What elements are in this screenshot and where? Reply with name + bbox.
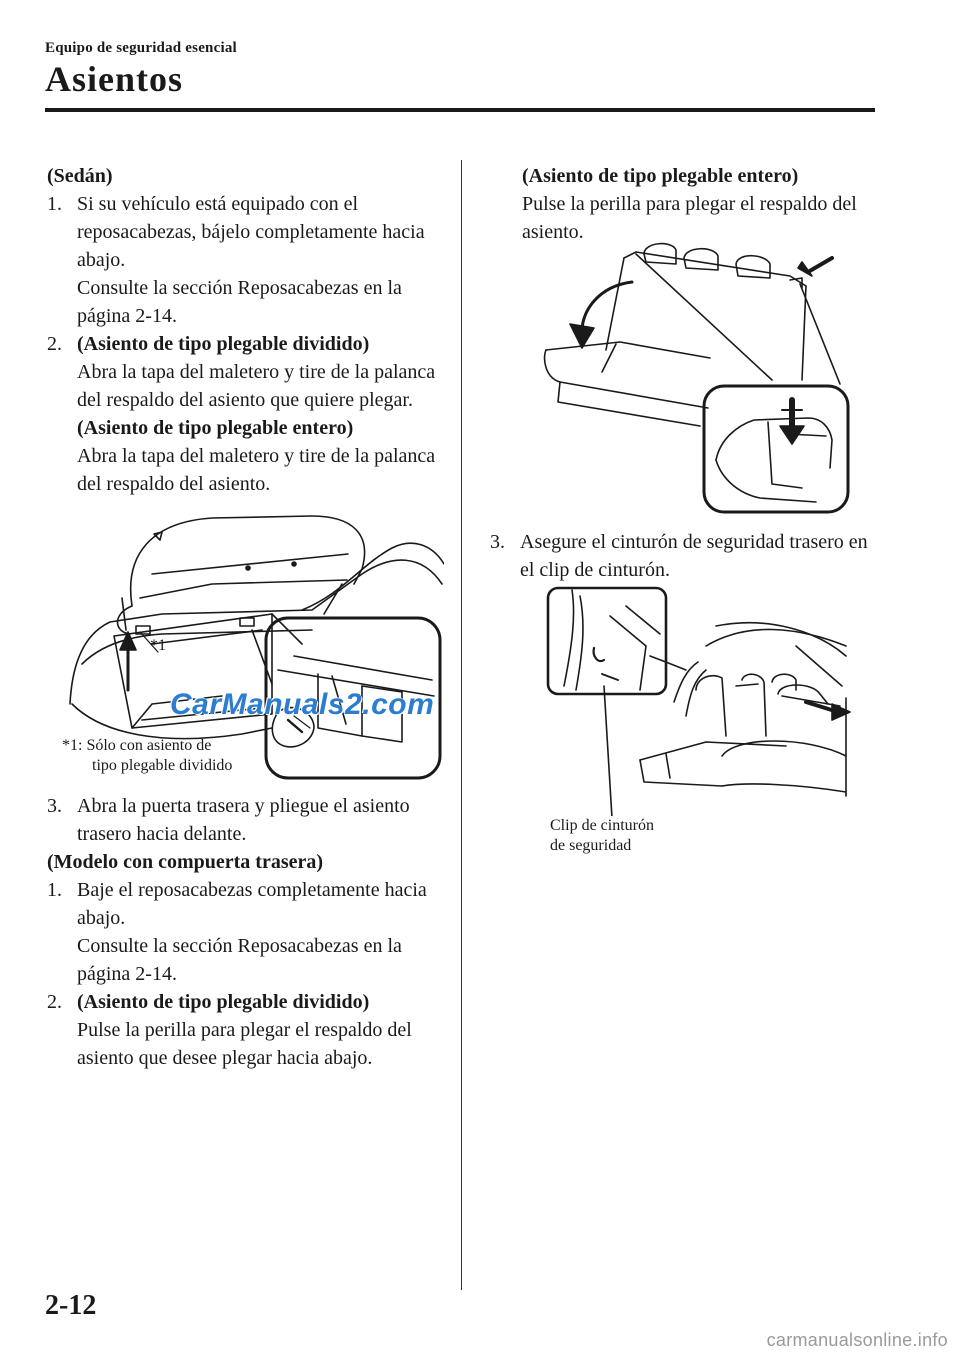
step-text: Abra la tapa del maletero y tire de la palanca del respaldo del asiento. [77, 445, 436, 495]
step-text: Abra la puerta trasera y pliegue el asiento trasero hacia delante. [77, 795, 410, 845]
figure-note-marker: *1: [62, 737, 83, 754]
step-text: Asegure el cinturón de seguridad trasero en el clip de cinturón. [520, 531, 868, 581]
title-rule [45, 108, 875, 112]
step-subheading: (Asiento de tipo plegable dividido) [77, 991, 370, 1013]
seatbelt-clip-label [550, 816, 654, 856]
seat-fold-illustration [540, 240, 852, 514]
column-divider [461, 160, 462, 1290]
full-fold-text: Pulse la perilla para plegar el respaldo del asiento. [522, 193, 857, 243]
step-reference: Consulte la sección Reposacabezas en la página 2-14. [77, 277, 402, 327]
sedan-step-2 [47, 330, 447, 498]
step-number: 1. [47, 193, 62, 215]
sedan-step-3 [47, 792, 447, 848]
figure-note-line1: Sólo con asiento de [86, 737, 212, 754]
left-column-bottom [47, 792, 447, 1072]
left-column-top [47, 162, 447, 498]
step-text: Baje el reposacabezas completamente hacia abajo. [77, 879, 427, 929]
right-column-step3 [490, 528, 870, 584]
seatbelt-clip-label-line1: Clip de cinturón [550, 817, 654, 834]
hatch-step-1 [47, 876, 447, 988]
figure-note-line2: tipo plegable dividido [92, 757, 233, 774]
step-number: 3. [47, 795, 62, 817]
hatch-step-2 [47, 988, 447, 1072]
seatbelt-clip-label-line2: de seguridad [550, 837, 632, 854]
step-number: 2. [47, 333, 62, 355]
full-fold-heading: (Asiento de tipo plegable entero) [522, 165, 799, 187]
seatbelt-clip-illustration [546, 586, 858, 816]
step-text: Abra la tapa del maletero y tire de la palanca del respaldo del asiento que quiere plegar. [77, 361, 436, 411]
figure-marker-star1: *1 [150, 637, 166, 654]
right-column-top [522, 162, 882, 246]
step-text: Pulse la perilla para plegar el respaldo del asiento que desee plegar hacia abajo. [77, 1019, 412, 1069]
step-number: 1. [47, 879, 62, 901]
sedan-heading: (Sedán) [47, 165, 113, 187]
step-text: Si su vehículo está equipado con el reposacabezas, bájelo completamente hacia abajo. [77, 193, 425, 271]
belt-step-3 [490, 528, 870, 584]
hatch-heading: (Modelo con compuerta trasera) [47, 851, 324, 873]
section-label: Equipo de seguridad esencial [45, 40, 237, 56]
step-number: 2. [47, 991, 62, 1013]
figure-note [62, 736, 272, 776]
step-number: 3. [490, 531, 505, 553]
footer-url: carmanualsonline.info [766, 1330, 948, 1350]
page-number: 2-12 [45, 1290, 97, 1321]
step-subheading: (Asiento de tipo plegable dividido) [77, 333, 370, 355]
page-title: Asientos [45, 59, 184, 99]
step-subheading: (Asiento de tipo plegable entero) [77, 417, 354, 439]
sedan-step-1 [47, 190, 447, 330]
watermark-logo: CarManuals2.com [170, 688, 435, 721]
step-reference: Consulte la sección Reposacabezas en la página 2-14. [77, 935, 402, 985]
